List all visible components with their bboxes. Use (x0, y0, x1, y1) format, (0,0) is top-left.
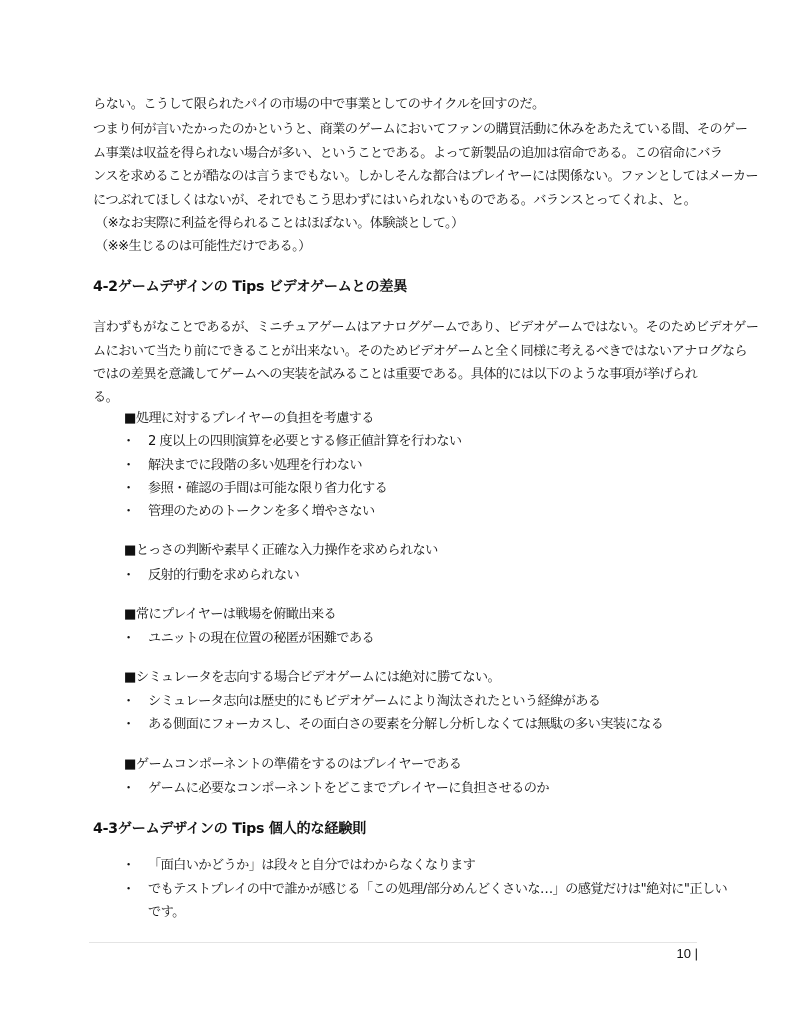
intro-line: につぶれてほしくはないが、それでもこう思わずにはいられないものである。バランスとってくれよ、と。 (93, 193, 697, 208)
list-item-text: ゲームに必要なコンポーネントをどこまでプレイヤーに負担させるのか (148, 781, 549, 796)
bullet-icon: ・ (122, 858, 135, 873)
intro-line: ンスを求めることが酷なのは言うまでもない。しかしそんな都合はプレイヤーには関係ない。ファンとしてはメーカー (93, 169, 759, 184)
section-paragraph-line: 言わずもがなことであるが、ミニチュアゲームはアナログゲームであり、ビデオゲームではない。そのためビデオゲー (93, 320, 759, 335)
page-number: 10 | (676, 946, 698, 961)
list-item-text: 反射的行動を求められない (148, 568, 300, 583)
list-item-text: ある側面にフォーカスし、その面白さの要素を分解し分析しなくては無駄の多い実装になる (148, 717, 664, 732)
list-item-text: 解決までに段階の多い処理を行わない (148, 458, 362, 473)
bullet-icon: ・ (122, 781, 135, 796)
group-title: ■シミュレータを志向する場合ビデオゲームには絶対に勝てない。 (124, 670, 501, 685)
list-item (122, 432, 461, 452)
bullet-icon: ・ (122, 882, 135, 897)
list-item-text: 「面白いかどうか」は段々と自分ではわからなくなります (148, 858, 476, 873)
list-item (122, 692, 600, 712)
list-item (122, 856, 475, 876)
list-item-continuation: です。 (148, 905, 185, 920)
intro-line: つまり何が言いたかったのかというと、商業のゲームにおいてファンの購買活動に休みをあたえている間、そのゲー (93, 122, 748, 137)
list-item-text: ユニットの現在位置の秘匿が困難である (148, 631, 375, 646)
footer-divider (89, 942, 697, 943)
bullet-icon: ・ (122, 717, 135, 732)
list-item-text: でもテストプレイの中で誰かが感じる「この処理/部分めんどくさいな…」の感覚だけは"絶対に"正しい (148, 882, 728, 897)
list-item (122, 502, 375, 522)
section-heading-4-2: 4-2ゲームデザインの Tips ビデオゲームとの差異 (93, 279, 408, 295)
list-item (122, 566, 299, 586)
list-item-text: 管理のためのトークンを多く増やさない (148, 504, 375, 519)
bullet-icon: ・ (122, 481, 135, 496)
list-item (122, 629, 374, 649)
intro-note: （※なお実際に利益を得られることはほぼない。体験談として。） (95, 216, 464, 231)
group-title: ■ゲームコンポーネントの準備をするのはプレイヤーである (124, 757, 462, 772)
bullet-icon: ・ (122, 504, 135, 519)
list-item-text: 参照・確認の手間は可能な限り省力化する (148, 481, 388, 496)
bullet-icon: ・ (122, 568, 135, 583)
bullet-icon: ・ (122, 631, 135, 646)
list-item (122, 456, 362, 476)
list-item (122, 479, 387, 499)
intro-line: ム事業は収益を得られない場合が多い、ということである。よって新製品の追加は宿命である。この宿命にバラ (93, 146, 723, 161)
group-title: ■常にプレイヤーは戦場を俯瞰出来る (124, 607, 337, 622)
list-item (122, 779, 549, 799)
section-paragraph-line: る。 (93, 390, 119, 405)
group-title: ■処理に対するプレイヤーの負担を考慮する (124, 411, 374, 426)
list-item (122, 715, 663, 735)
bullet-icon: ・ (122, 458, 135, 473)
list-item-text: シミュレータ志向は歴史的にもビデオゲームにより淘汰されたという経緯がある (148, 694, 601, 709)
bullet-icon: ・ (122, 694, 135, 709)
list-item-text: 2 度以上の四則演算を必要とする修正値計算を行わない (148, 434, 462, 449)
intro-line: らない。こうして限られたパイの市場の中で事業としてのサイクルを回すのだ。 (93, 97, 545, 112)
list-item (122, 880, 727, 900)
bullet-icon: ・ (122, 434, 135, 449)
section-paragraph-line: ではの差異を意識してゲームへの実装を試みることは重要である。具体的には以下のような事項が挙げられ (93, 367, 698, 382)
section-paragraph-line: ムにおいて当たり前にできることが出来ない。そのためビデオゲームと全く同様に考えるべきではないアナログなら (93, 344, 748, 359)
intro-note: （※※生じるのは可能性だけである。） (95, 239, 311, 254)
section-heading-4-3: 4-3ゲームデザインの Tips 個人的な経験則 (93, 821, 366, 837)
group-title: ■とっさの判断や素早く正確な入力操作を求められない (124, 543, 438, 558)
